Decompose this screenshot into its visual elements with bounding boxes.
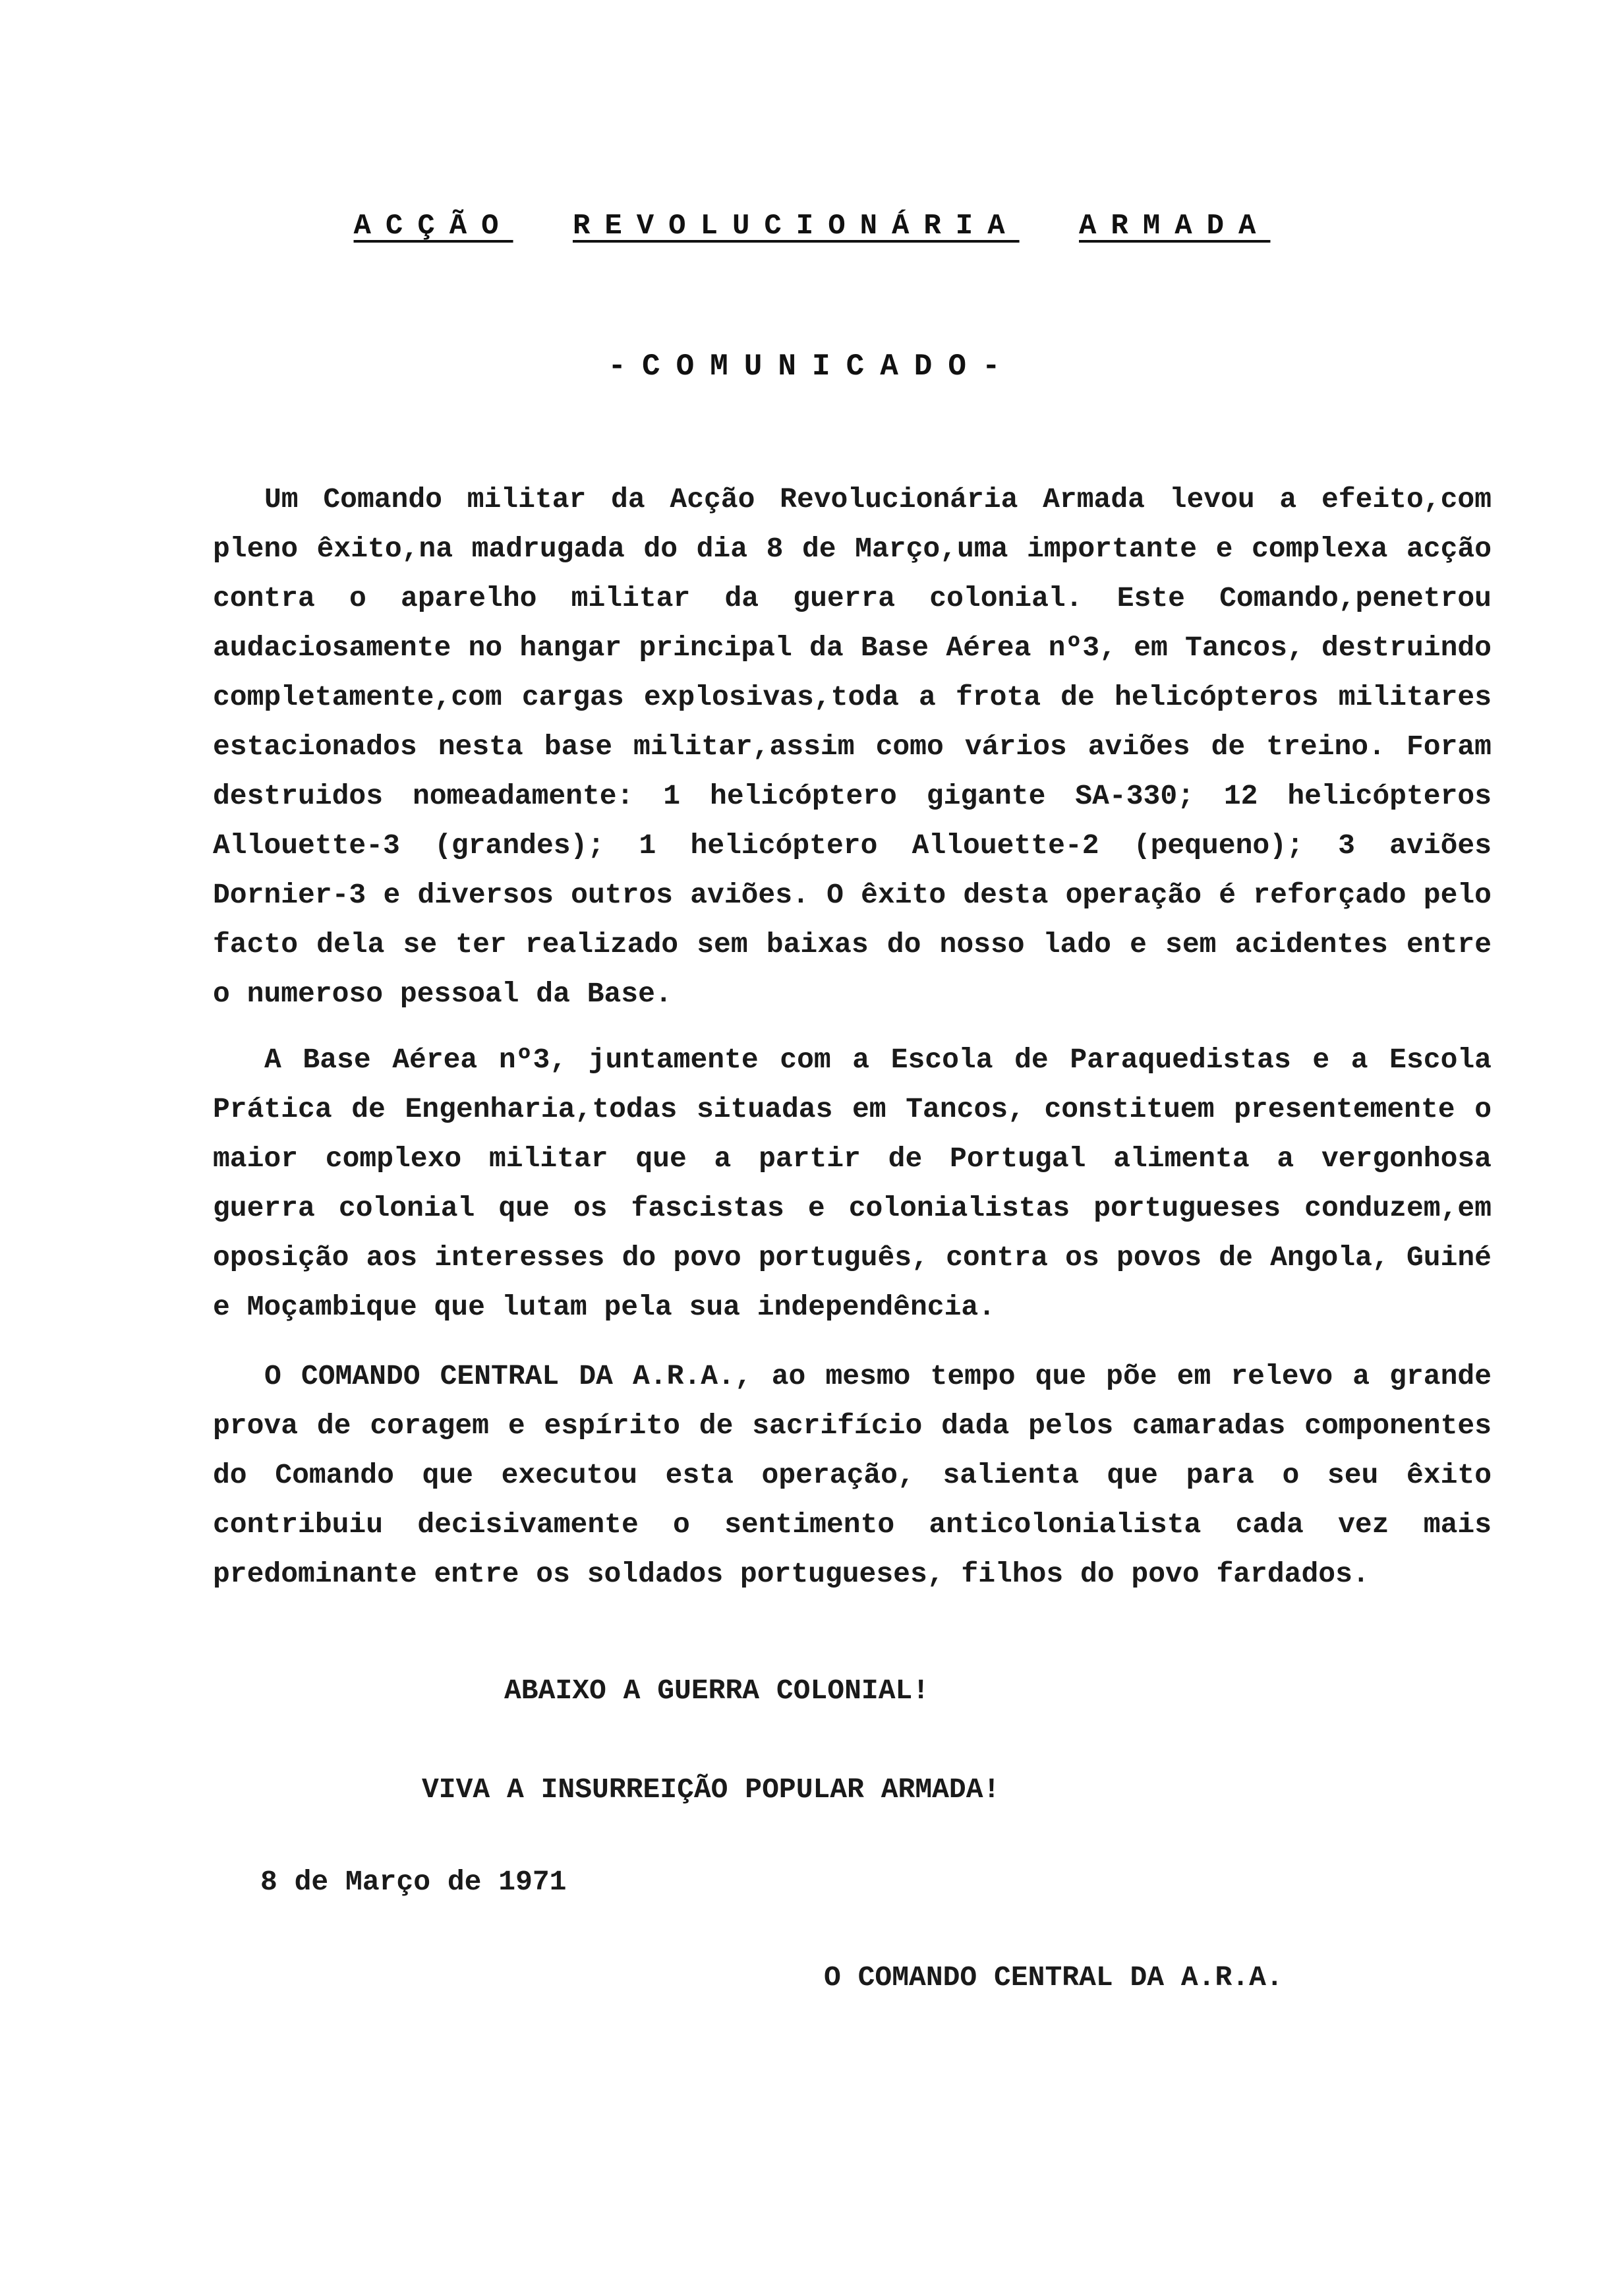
document-date: 8 de Março de 1971 (260, 1866, 567, 1898)
paragraph-central-command-statement: O COMANDO CENTRAL DA A.R.A., ao mesmo tempo que põe em relevo a grande prova de coragem e espírito de sacrifício dada pelos camaradas componentes do Comando que executou esta operação, salienta que para o seu êxito contribuiu decisivamente o sentimento anticolonialista cada vez mais predominante entre os soldados portugueses, filhos do povo fardados. (213, 1360, 1492, 1590)
title-word-armada: ARMADA (1079, 210, 1271, 243)
paragraph-operation-report: Um Comando militar da Acção Revolucionária Armada levou a efeito,com pleno êxito,na madrugada do dia 8 de Março,uma importante e complexa acção contra o aparelho militar da guerra colonial. Este Comando,penetrou audaciosamente no hangar principal da Base Aérea nº3, em Tancos, destruindo completamente,com cargas explosivas,toda a frota de helicópteros militares estacionados nesta base militar,assim como vários aviões de treino. Foram destruidos nomeadamente: 1 helicóptero gigante SA-330; 12 helicópteros Allouette-3 (grandes); 1 helicóptero Allouette-2 (pequeno); 3 aviões Dornier-3 e diversos outros aviões. O êxito desta operação é reforçado pelo facto dela se ter realizado sem baixas do nosso lado e sem acidentes entre o numeroso pessoal da Base. (213, 483, 1492, 1010)
document-title (0, 210, 1624, 243)
document-signature: O COMANDO CENTRAL DA A.R.A. (824, 1961, 1283, 1994)
title-word-accao: ACÇÃO (353, 210, 513, 243)
slogan-long-live-insurrection: VIVA A INSURREIÇÃO POPULAR ARMADA! (422, 1773, 1000, 1806)
title-word-revolucionaria: REVOLUCIONÁRIA (572, 210, 1020, 243)
slogan-down-with-colonial-war: ABAIXO A GUERRA COLONIAL! (504, 1675, 930, 1707)
document-subtitle: -COMUNICADO- (608, 349, 1016, 384)
paragraph-base-description: A Base Aérea nº3, juntamente com a Escola de Paraquedistas e a Escola Prática de Engenharia,todas situadas em Tancos, constituem presentemente o maior complexo militar que a partir de Portugal alimenta a vergonhosa guerra colonial que os fascistas e colonialistas portugueses conduzem,em oposição aos interesses do povo português, contra os povos de Angola, Guiné e Moçambique que lutam pela sua independência. (213, 1044, 1492, 1323)
